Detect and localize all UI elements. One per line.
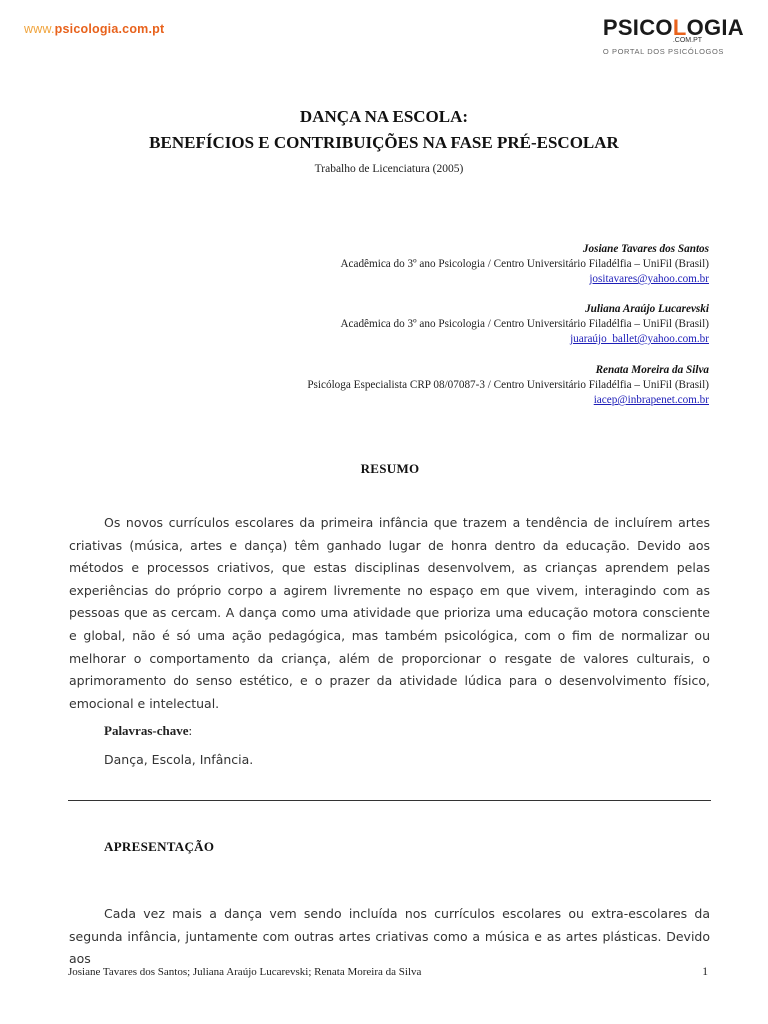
logo-domain-suffix: .COM.PT (672, 37, 703, 44)
author-affiliation: Acadêmica do 3º ano Psicologia / Centro Universitário Filadélfia – UniFil (Brasil) (340, 318, 709, 330)
logo-text-accent: L (672, 15, 687, 40)
resumo-text: Os novos currículos escolares da primeira infância que trazem a tendência de incluírem artes criativas (música, artes e dança) têm ganhado lugar de honra dentro da educação. Devido aos métodos e processos criativos, que estas disciplinas desenvolvem, as crianças aprendem pelas experiências do próprio corpo a agirem livremente no espaço em que vivem, interagindo com as pessoas que as cercam. A dança como uma atividade que prioriza uma educação motora consciente e global, não é só uma ação pedagógica, mas também psicológica, com o fim de normalizar ou melhorar o comportamento da criança, além de proporcionar o resgate de valores culturais, o aprimoramento do senso estético, e o prazer da atividade lúdica para o desenvolvimento físico, emocional e intelectual. (69, 515, 710, 711)
author-affiliation: Psicóloga Especialista CRP 08/07087-3 / Centro Universitário Filadélfia – UniFil (Brasil) (307, 379, 709, 391)
apresentacao-paragraph (69, 903, 710, 971)
logo-tagline: O PORTAL DOS PSICÓLOGOS (602, 47, 725, 56)
site-url-link[interactable] (24, 22, 164, 36)
site-url-domain: psicologia.com.pt (54, 22, 165, 36)
author-affiliation: Acadêmica do 3º ano Psicologia / Centro Universitário Filadélfia – UniFil (Brasil) (340, 258, 709, 270)
keywords-label-text: Palavras-chave (104, 723, 189, 738)
site-url-prefix: www. (24, 22, 55, 36)
section-divider (68, 800, 711, 801)
document-title-line-1: DANÇA NA ESCOLA: (299, 107, 469, 126)
author-block (307, 363, 709, 408)
footer-authors: Josiane Tavares dos Santos; Juliana Araújo Lucarevski; Renata Moreira da Silva (68, 966, 422, 978)
author-email-link[interactable]: iacep@inbrapenet.com.br (593, 394, 709, 406)
keywords-values: Dança, Escola, Infância. (104, 752, 254, 767)
author-email-link[interactable]: jositavares@yahoo.com.br (589, 273, 709, 285)
author-block (340, 242, 709, 287)
psicologia-logo (603, 16, 744, 56)
resumo-paragraph (69, 512, 710, 715)
document-subtitle: Trabalho de Licenciatura (2005) (314, 163, 464, 175)
page-number: 1 (702, 966, 708, 978)
author-name: Juliana Araújo Lucarevski (585, 303, 709, 315)
document-title-line-2: BENEFÍCIOS E CONTRIBUIÇÕES NA FASE PRÉ-ESCOLAR (149, 133, 619, 152)
keywords-label (104, 723, 192, 739)
logo-text-a: PSICO (602, 15, 673, 40)
resumo-heading: RESUMO (360, 461, 420, 476)
keywords-label-colon: : (188, 723, 193, 738)
author-name: Renata Moreira da Silva (595, 364, 709, 376)
author-name: Josiane Tavares dos Santos (582, 243, 709, 255)
logo-text-c: OGIA (686, 15, 744, 40)
apresentacao-text: Cada vez mais a dança vem sendo incluída nos currículos escolares ou extra-escolares da segunda infância, juntamente com outras artes criativas como a música e as artes plásticas. Devido aos (69, 906, 710, 967)
author-block (340, 302, 709, 347)
apresentacao-heading: APRESENTAÇÃO (104, 839, 215, 854)
author-email-link[interactable]: juaraújo_ballet@yahoo.com.br (570, 333, 709, 345)
